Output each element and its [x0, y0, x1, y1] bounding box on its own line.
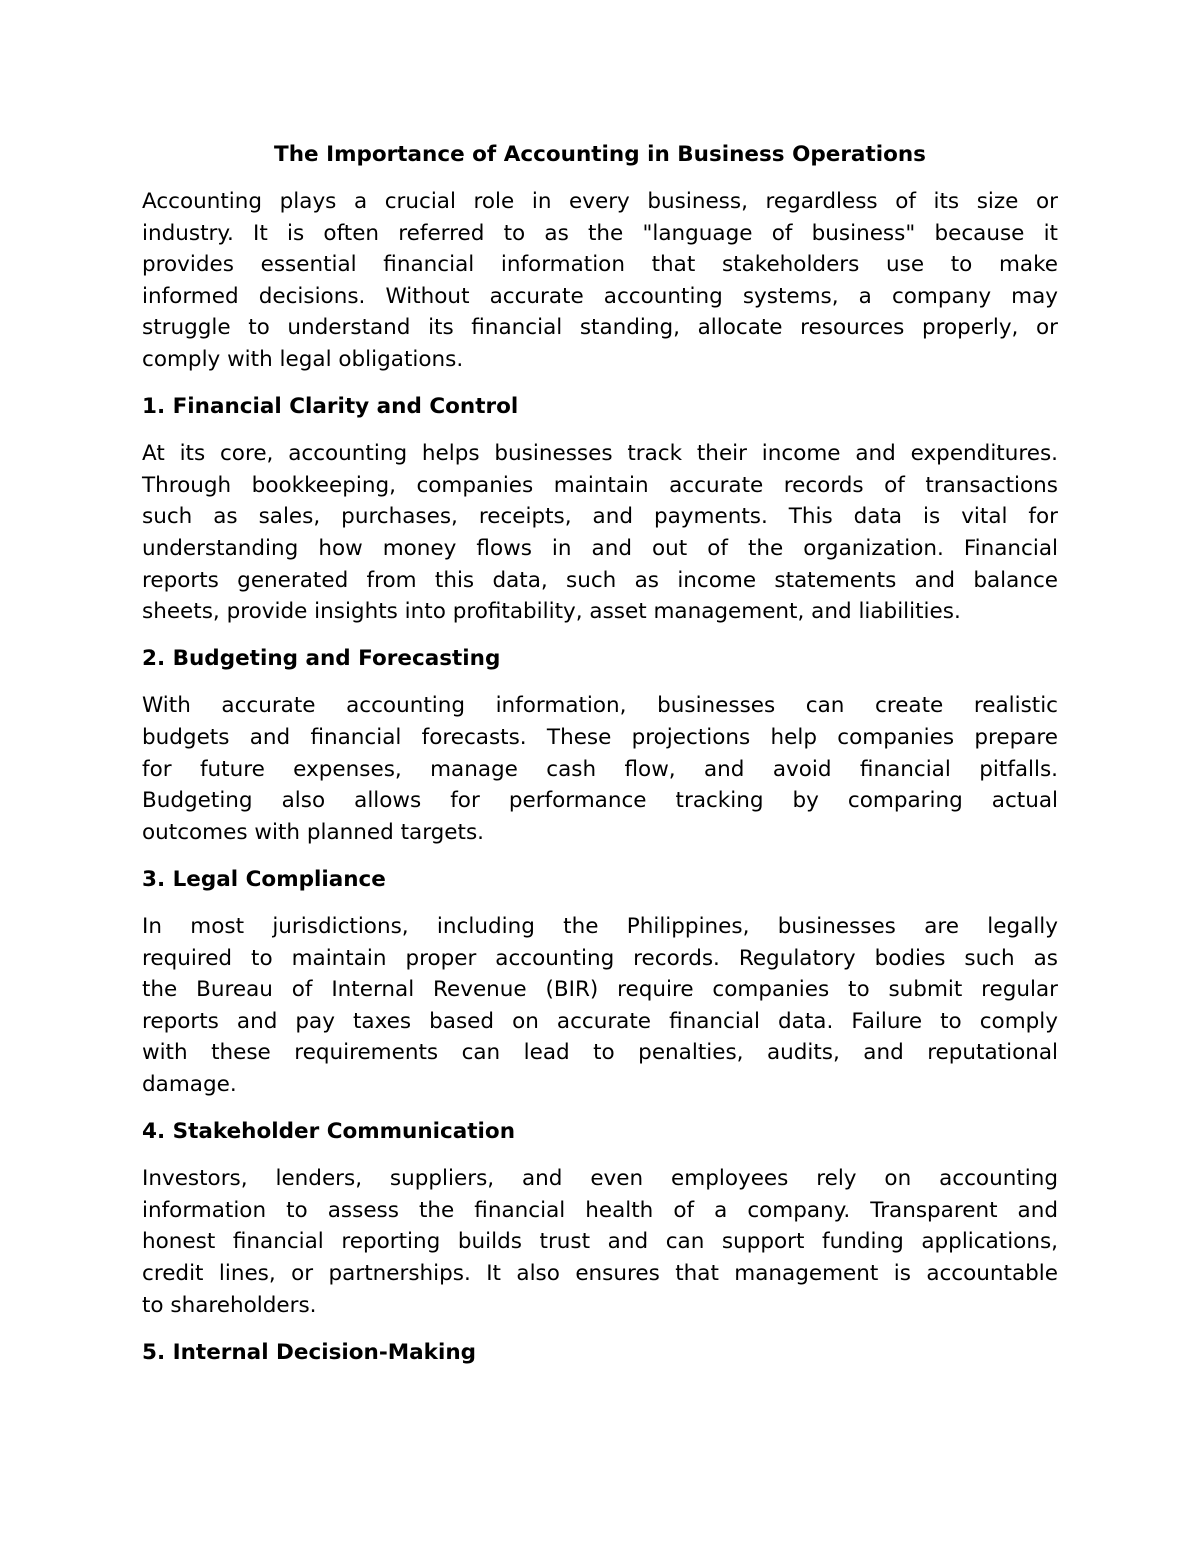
- paragraph-line: struggle to understand its financial standing, allocate resources properly, or: [142, 315, 1058, 341]
- paragraph-line: understanding how money flows in and out of the organization. Financial: [142, 536, 1058, 562]
- paragraph-line: the Bureau of Internal Revenue (BIR) require companies to submit regular: [142, 977, 1058, 1003]
- document-page: [142, 139, 1058, 1384]
- paragraph-line: Through bookkeeping, companies maintain accurate records of transactions: [142, 472, 1058, 498]
- paragraph-line: outcomes with planned targets.: [142, 819, 485, 845]
- paragraph-line: sheets, provide insights into profitability, asset management, and liabilities.: [142, 599, 961, 625]
- paragraph-line: for future expenses, manage cash flow, and avoid financial pitfalls.: [142, 756, 1058, 782]
- paragraph-line: reports generated from this data, such as income statements and balance: [142, 567, 1058, 593]
- paragraph: [142, 438, 1058, 628]
- paragraph-line: to shareholders.: [142, 1292, 317, 1318]
- paragraph-line: reports and pay taxes based on accurate financial data. Failure to comply: [142, 1008, 1058, 1034]
- paragraph: [142, 690, 1058, 848]
- paragraph-line: damage.: [142, 1071, 237, 1097]
- section-heading: 2. Budgeting and Forecasting: [142, 646, 501, 672]
- paragraph-line: industry. It is often referred to as the "language of business" because it: [142, 220, 1058, 246]
- paragraph-line: Accounting plays a crucial role in every business, regardless of its size or: [142, 189, 1058, 215]
- paragraph-line: honest financial reporting builds trust and can support funding applications,: [142, 1229, 1058, 1255]
- paragraph-line: Investors, lenders, suppliers, and even employees rely on accounting: [142, 1166, 1058, 1192]
- paragraph: [142, 911, 1058, 1101]
- section-heading: 4. Stakeholder Communication: [142, 1119, 516, 1145]
- paragraph-line: At its core, accounting helps businesses track their income and expenditures.: [142, 441, 1058, 467]
- paragraph-line: provides essential financial information that stakeholders use to make: [142, 252, 1058, 278]
- paragraph-line: comply with legal obligations.: [142, 347, 464, 373]
- section-heading: 3. Legal Compliance: [142, 866, 386, 892]
- paragraph: [142, 1163, 1058, 1321]
- document-title: The Importance of Accounting in Business Operations: [274, 142, 926, 167]
- section-heading: 5. Internal Decision-Making: [142, 1339, 477, 1365]
- paragraph-line: With accurate accounting information, businesses can create realistic: [142, 693, 1058, 719]
- paragraph-line: credit lines, or partnerships. It also ensures that management is accountable: [142, 1260, 1058, 1286]
- paragraph: [142, 186, 1058, 376]
- paragraph-line: informed decisions. Without accurate accounting systems, a company may: [142, 283, 1058, 309]
- section-heading: 1. Financial Clarity and Control: [142, 394, 519, 420]
- paragraph-line: information to assess the financial health of a company. Transparent and: [142, 1197, 1058, 1223]
- paragraph-line: budgets and financial forecasts. These projections help companies prepare: [142, 725, 1058, 750]
- paragraph-line: required to maintain proper accounting records. Regulatory bodies such as: [142, 945, 1058, 971]
- paragraph-line: with these requirements can lead to penalties, audits, and reputational: [142, 1040, 1058, 1066]
- paragraph-line: Budgeting also allows for performance tracking by comparing actual: [142, 788, 1058, 814]
- document-body: [142, 186, 1058, 1368]
- paragraph-line: In most jurisdictions, including the Philippines, businesses are legally: [142, 913, 1058, 939]
- paragraph-line: such as sales, purchases, receipts, and payments. This data is vital for: [142, 504, 1058, 530]
